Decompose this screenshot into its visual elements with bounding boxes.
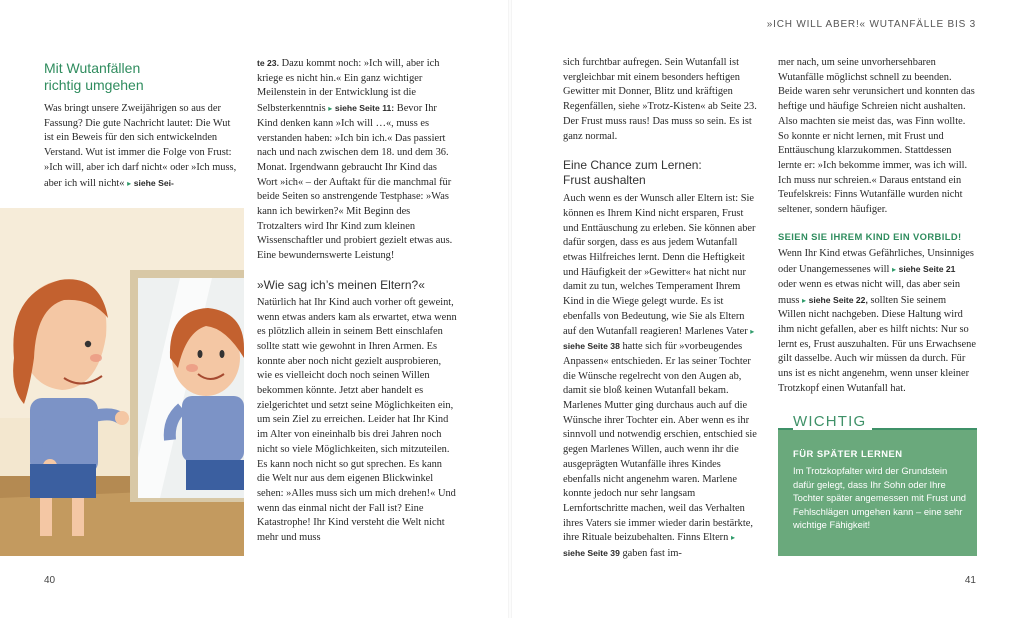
info-box-text: Im Trotzkopfalter wird der Grundstein dafür gelegt, dass Ihr Sohn oder Ihre Tochter später angemessen mit Frust und Fehlschlägen umgehen kann – eine sehr wichtige Fähigkeit! [793,465,966,531]
column-1 [44,60,242,191]
illustration-girl-mirror [0,208,244,556]
page-reference: siehe Seite 38 [563,341,620,352]
info-box-heading: FÜR SPÄTER LERNEN [793,448,903,459]
arrow-icon: ▸ [730,533,735,543]
arrow-icon: ▸ [891,265,896,275]
info-box-content [793,447,969,531]
book-gutter [508,0,512,618]
page-reference: siehe Seite 21 [898,264,956,275]
section-heading: Eine Chance zum Lernen: Frust aushalten [563,158,702,188]
paragraph: sich furchtbar aufregen. Sein Wutanfall ist vergleichbar mit einem besonders heftigen Gewitter mit Donner, Blitz und kräftigen Regenfällen, siehe »Trotz-Kisten« ab Seite 23. Der Frust muss raus! Das muss so sein. Es ist ganz normal. [563,57,757,142]
arrow-icon: ▸ [801,295,806,305]
paragraph: te 23. Dazu kommt noch: »Ich will, aber ich kriege es nicht hin.« Ein ganz wichtiger Meilenstein in der Entwicklung ist die Selbsterkenntnis ▸ siehe Seite 11: Bevor Ihr Kind denken kann »Ich will …«, muss es verstanden haben: »Ich bin ich.« Das passiert nach und nach zwischen dem 18. und dem 36. Monat. Irgendwann gebraucht Ihr Kind das Wort »ich« – der Auftakt für die manchmal für beide Seiten so anstrengende Testphase: »Was kann ich bewirken?« Mit Beginn des Trotzalters wird Ihr Kind zum kleinen Wissenschaftler und probiert gezielt etwas aus. Eine bewundernswerte Leistung! [257,58,453,262]
page-number-right: 41 [964,575,976,586]
arrow-icon: ▸ [750,326,755,336]
column-2 [257,56,457,546]
page-reference: siehe Sei- [133,177,174,188]
info-box-title: WICHTIG [793,413,872,430]
subsection-heading: SEIEN SIE IHREM KIND EIN VORBILD! [778,230,962,242]
arrow-icon: ▸ [127,178,132,188]
column-3 [563,56,759,562]
paragraph: Auch wenn es der Wunsch aller Eltern ist: Sie können es Ihrem Kind nicht ersparen, Frust und Enttäuschung zu erleben. Sie können aber dafür sorgen, dass es aus jedem Wutanfall etwas Hilfreiches lernt. Denn die Heftigkeit und Häufigkeit der »Gewitter« hat nicht nur damit zu tun, welches Temperament Ihrem Kind in die Wiege gelegt wurde. Es ist ebenfalls von Bedeutung, wie Sie als Eltern auf den Wutanfall reagieren! Marlenes Vater ▸ siehe Seite 38 hatte sich für »vorbeugendes Anpassen« entschieden. Er las seiner Tochter die Wünsche regelrecht von den Augen ab, damit sie bloß keinen Wutanfall bekam. Marlenes Mutter ging durchaus auch auf die Wünsche ihrer Tochter ein. Aber wenn es ihr sinnvoll und notwendig erschien, entschied sie gegen Marlenes Willen, auch wenn ihr die ausgeprägten Wutanfälle ihres Kindes ebenfalls nicht angenehm waren. Marlene konnte jedoch nur sehr langsam Lernfortschritte machen, weil das Verhalten ihres Vaters sie immer wieder darin bestärkte, ihre Rituale beizubehalten. Finns Eltern ▸ siehe Seite 39 gaben fast im- [563,193,757,560]
running-head: »ICH WILL ABER!« WUTANFÄLLE BIS 3 [766,19,976,30]
paragraph: Wenn Ihr Kind etwas Gefährliches, Unsinniges oder Unangemessenes will ▸ siehe Seite 21 oder wenn es etwas nicht will, das aber sein muss ▸ siehe Seite 22, sollten Sie seinem Willen nicht nachgeben. Diese Haltung wird ihm nicht gefallen, aber es hilft nichts: Nur so lernt es, Frust auszuhalten. Für uns Erwachsene gilt dasselbe. Auch wir müssen da durch. Für uns ist es nicht angenehm, wenn unser kleiner Trotzkopf einen Wutanfall hat. [778,248,976,394]
page-reference: te 23. [257,58,279,68]
paragraph: mer nach, um seine unvorhersehbaren Wutanfälle möglichst schnell zu beenden. Beide waren sehr verunsichert und konnten das heftige und häufige Schreien nicht aushalten. Also machten sie meist das, was Finn wollte. So konnte er nicht lernen, mit Frust und Enttäuschung klarzukommen. Stattdessen lernte er: »Ich bekomme immer, was ich will. Ich muss nur schreien.« Daraus entstand ein Teufelskreis: Finns Wutanfälle wurden nicht seltener, sondern häufiger. [778,57,975,216]
page-reference: siehe Seite 22, [808,294,868,305]
paragraph: Was bringt unsere Zweijährigen so aus der Fassung? Die gute Nachricht lautet: Die Wut ist ein Beweis für den sich entwickelnden Verstand. Wut ist immer die Folge von Frust: »Ich will, aber ich darf nicht« oder »Ich muss, aber ich will nicht« ▸ siehe Sei- [44,103,237,189]
section-heading: »Wie sag ich’s meinen Eltern?« [257,277,425,292]
paragraph: Natürlich hat Ihr Kind auch vorher oft geweint, wenn etwas anders kam als erwartet, etwa wenn es plötzlich allein in seinem Bett einschlafen sollte statt wie gewohnt in Ihren Armen. Es konnte aber noch nicht gezielt ausprobieren, wie es vielleicht doch noch seinen Willen bekommen könnte. Jetzt aber handelt es zielgerichtet und setzt seine Möglichkeiten ein, um sein Ziel zu erreichen. Leider hat Ihr Kind im Alter von eineinhalb bis drei Jahren noch nicht so viele Möglichkeiten, sich mitzuteilen. Es kann noch nicht so gut sprechen. Es kann die Welt nur aus dem eigenen Blickwinkel sehen: »Alles muss sich um mich drehen!« Und wenn das einmal nicht der Fall ist? Eine Katastrophe! Ihr Kind versteht die Welt nicht mehr und muss [257,296,457,544]
section-heading: Mit Wutanfällen richtig umgehen [44,60,144,93]
page-reference: siehe Seite 39 [563,548,620,559]
arrow-icon: ▸ [328,104,333,114]
page-number-left: 40 [44,575,56,586]
column-4 [778,56,976,396]
page-reference: siehe Seite 11: [334,103,395,114]
